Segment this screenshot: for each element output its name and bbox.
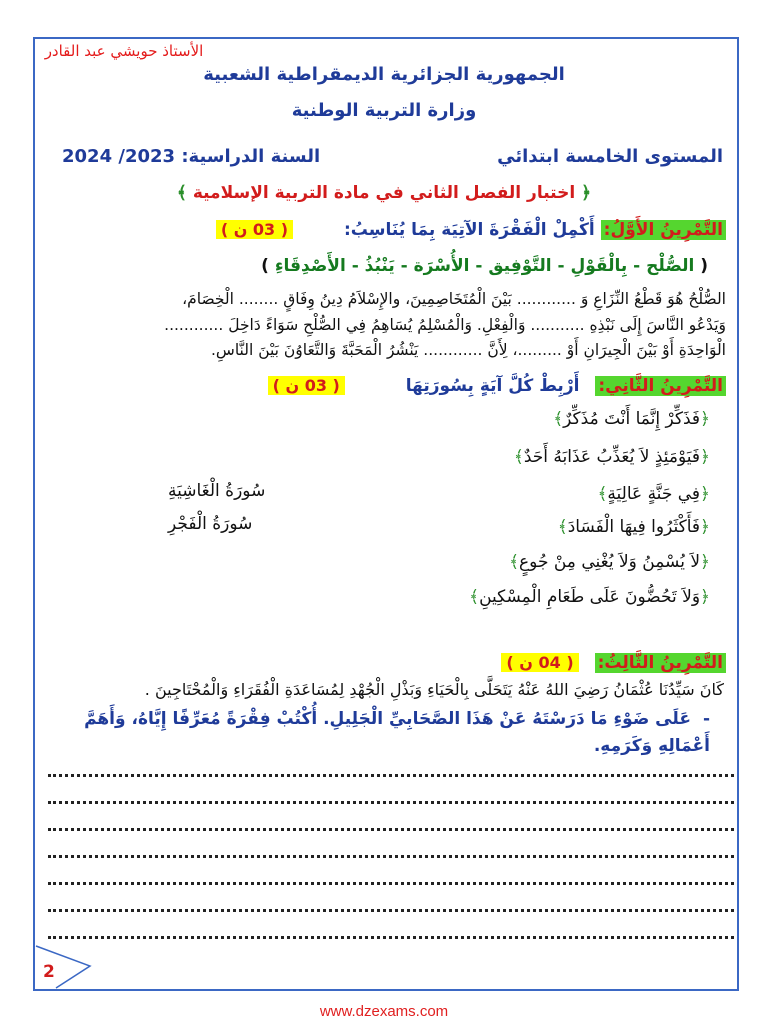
exercise-2-task: أَرْبِطْ كُلَّ آيَةٍ بِسُورَتِهَا xyxy=(405,376,580,396)
verse-bracket-icon: ﴾ xyxy=(597,484,608,504)
exam-title xyxy=(0,182,768,203)
word-bank xyxy=(261,256,708,276)
republic-heading: الجمهورية الجزائرية الديمقراطية الشعبية xyxy=(203,64,565,85)
verse-bracket-icon: ﴿ xyxy=(700,447,710,467)
teacher-name: الأستاذ حويشي عبد القادر xyxy=(44,42,204,60)
verse-bracket-icon: ﴿ xyxy=(700,409,710,429)
verse-text: فَيَوْمَئِذٍ لاَ يُعَذِّبُ عَذَابَهُ أَحَدٌ xyxy=(523,447,701,467)
exercise-1-task: أَكْمِلْ الْفَقْرَةَ الآتِيَة بِمَا يُنَاسِبُ: xyxy=(344,220,595,240)
exercise-1-points: ( 03 ن ) xyxy=(216,220,293,239)
bullet-dash: - xyxy=(702,709,710,729)
verse-item xyxy=(514,446,710,467)
exam-title-text: اختبار الفصل الثاني في مادة التربية الإسلامية xyxy=(192,183,576,203)
exercise-1-label: التَّمْرِينُ الأَوَّلُ: xyxy=(601,220,726,240)
paragraph-line: وَيَدْعُو النَّاسَ إِلَى نَبْذِهِ ........... وَالْفِعْلِ. وَالْمُسْلِمُ يُسَاهِمُ فِي الصُّلْحِ سَوَاءً دَاخِلَ ............ xyxy=(164,316,726,334)
verse-item xyxy=(509,551,710,572)
exercise-1-header xyxy=(216,220,726,240)
verse-bracket-icon: ﴾ xyxy=(469,587,480,607)
verse-bracket-icon: ﴿ xyxy=(700,587,710,607)
exercise-2-label: التَّمْرِينُ الثَّانِي: xyxy=(595,376,726,396)
exercise-3-label: التَّمْرِينُ الثَّالِثُ: xyxy=(595,653,726,673)
verse-text: وَلاَ تَحُضُّونَ عَلَى طَعَامِ الْمِسْكِينِ xyxy=(479,587,701,607)
website-link[interactable]: www.dzexams.com xyxy=(319,1003,449,1020)
ornament-bracket-icon: ﴿ xyxy=(581,183,592,203)
page-number-badge xyxy=(34,944,92,990)
answer-line[interactable] xyxy=(48,936,734,939)
paragraph-line: الْوَاحِدَةِ أَوْ بَيْنَ الْجِيرَانِ أَوْ .........، لِأَنَّ ............ يَنْشُرُ الْمَحَبَّةَ وَالتَّعَاوُنَ بَيْنَ النَّاسِ. xyxy=(210,341,726,359)
open-paren-icon: ( xyxy=(700,256,708,276)
verse-text: فَذَكِّرْ إِنَّمَا أَنْتَ مُذَكِّرٌ xyxy=(563,409,701,429)
level-label: المستوى الخامسة ابتدائي xyxy=(497,146,723,167)
ornament-bracket-icon: ﴾ xyxy=(176,183,187,203)
exercise-3-task-text: عَلَى ضَوْءِ مَا دَرَسْتَهُ عَنْ هَذَا الصَّحَابِيِّ الْجَلِيلِ. أُكْتُبْ فِقْرَةً مُعَرِّفًا إِيَّاهُ، وَأَهَمَّ أَعْمَالِهِ وَكَرَمِهِ. xyxy=(84,709,710,757)
exercise-2-header xyxy=(268,376,726,396)
close-paren-icon: ) xyxy=(261,256,269,276)
answer-line[interactable] xyxy=(48,855,734,858)
answer-line[interactable] xyxy=(48,882,734,885)
verse-bracket-icon: ﴾ xyxy=(509,552,520,572)
verse-bracket-icon: ﴾ xyxy=(557,517,568,537)
page-number: 2 xyxy=(43,962,55,982)
verse-bracket-icon: ﴾ xyxy=(513,447,524,467)
verse-item xyxy=(558,516,710,537)
verse-text: فَأَكْثَرُوا فِيهَا الْفَسَادَ xyxy=(567,517,701,537)
ministry-heading: وزارة التربية الوطنية xyxy=(291,100,477,121)
verse-text: لاَ يُسْمِنُ وَلاَ يُغْنِي مِنْ جُوعٍ xyxy=(519,552,701,572)
surah-name: سُورَةُ الْفَجْرِ xyxy=(168,514,253,534)
exercise-3-points: ( 04 ن ) xyxy=(501,653,578,672)
verse-item xyxy=(469,586,710,607)
school-year: السنة الدراسية: 2023/ 2024 xyxy=(62,146,321,167)
verse-bracket-icon: ﴿ xyxy=(700,552,710,572)
exercise-3-header xyxy=(501,653,726,673)
answer-line[interactable] xyxy=(48,909,734,912)
exercise-2-points: ( 03 ن ) xyxy=(268,376,345,395)
surah-name: سُورَةُ الْغَاشِيَةِ xyxy=(168,481,266,501)
answer-line[interactable] xyxy=(48,774,734,777)
answer-line[interactable] xyxy=(48,801,734,804)
verse-bracket-icon: ﴿ xyxy=(700,484,710,504)
verse-bracket-icon: ﴿ xyxy=(700,517,710,537)
verse-item xyxy=(553,408,710,429)
exercise-3-task xyxy=(50,706,710,760)
exercise-3-story: كَانَ سَيِّدُنَا عُثْمَانُ رَضِيَ اللهُ عَنْهُ يَتَحَلَّى بِالْحَيَاءِ وَبَذْلِ الْجُهْدِ لِمُسَاعَدَةِ الْفُقَرَاءِ وَالْمُحْتَاجِينَ . xyxy=(144,680,724,699)
verse-text: فِي جَنَّةٍ عَالِيَةٍ xyxy=(607,484,701,504)
verse-item xyxy=(597,483,710,504)
word-bank-text: الصُّلْح - بِالْقَوْلِ - التَّوْفِيق - الأُسْرَة - يَنْبُذُ - الأَصْدِقَاءِ xyxy=(274,256,695,276)
answer-line[interactable] xyxy=(48,828,734,831)
verse-bracket-icon: ﴾ xyxy=(553,409,564,429)
paragraph-line: الصُّلْحُ هُوَ قَطْعُ النِّزَاعِ وَ ............ بَيْنَ الْمُتَخَاصِمِينَ، والإِسْلاَمُ دِينُ وِفَاقٍ ........ الْخِصَامَ، xyxy=(182,290,726,308)
